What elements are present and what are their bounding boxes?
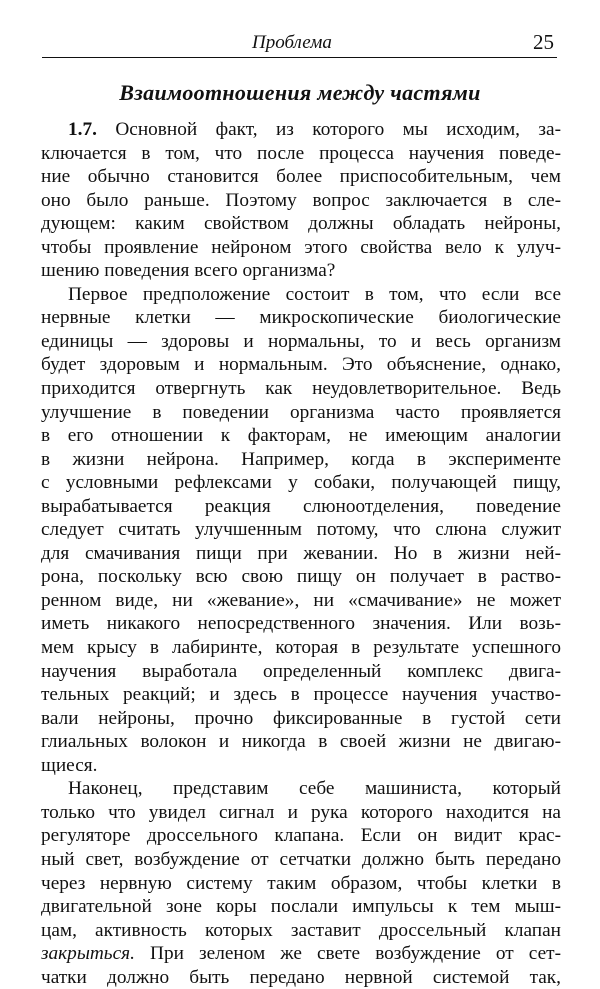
- text-line: рона, поскольку всю свою пищу он получает в раство-: [41, 566, 561, 588]
- text-line: научения выработала определенный комплекс двига-: [41, 660, 561, 682]
- text-line: будет здоровым и нормальным. Это объяснение, однако,: [41, 354, 561, 376]
- text-line: цам, активность которых заставит дроссельный клапан: [41, 919, 561, 941]
- text-line: регуляторе дроссельного клапана. Если он видит крас-: [41, 825, 561, 847]
- text-line: тельных реакций; и здесь в процессе научения участво-: [41, 684, 561, 706]
- text-line: щиеся.: [41, 754, 98, 776]
- header-rule: [42, 57, 557, 58]
- text-line: приходится отвергнуть как неудовлетворительное. Ведь: [41, 378, 561, 400]
- text-line: в жизни нейрона. Например, когда в эксперименте: [41, 448, 561, 470]
- page-number: 25: [533, 30, 554, 54]
- text-line: ключается в том, что после процесса научения поведе-: [41, 142, 561, 164]
- text-line: только что увидел сигнал и рука которого находится на: [41, 801, 561, 823]
- text-line: ние обычно становится более приспособительным, чем: [41, 166, 561, 188]
- text-line: ный свет, возбуждение от сетчатки должно быть передано: [41, 848, 561, 870]
- text-line: мем крысу в лабиринте, которая в результате успешного: [41, 637, 561, 659]
- text-line: единицы — здоровы и нормальны, то и весь организм: [41, 330, 561, 352]
- text-line: следует считать улучшенным потому, что слюна служит: [41, 519, 561, 541]
- text-line: двигательной зоне коры послали импульсы к тем мыш-: [41, 896, 561, 918]
- text-line: глиальных волокон и никогда в своей жизни не двигаю-: [41, 731, 561, 753]
- emphasis-text: закрыться.: [41, 943, 135, 965]
- text-line: 1.7. Основной факт, из которого мы исходим, за-: [68, 119, 561, 140]
- text-line: закрыться. При зеленом же свете возбуждение от сет-: [41, 943, 561, 965]
- text-line: нервные клетки — микроскопические биологические: [41, 307, 561, 329]
- text-line: шению поведения всего организма?: [41, 260, 336, 282]
- text-line: Наконец, представим себе машиниста, который: [68, 778, 561, 800]
- page-header: [42, 30, 554, 56]
- text-line: вали нейроны, прочно фиксированные в густой сети: [41, 707, 561, 729]
- text-line: дующем: каким свойством должны обладать нейроны,: [41, 213, 561, 235]
- body-text: [41, 118, 561, 989]
- text-line: через нервную систему таким образом, чтобы клетки в: [41, 872, 561, 894]
- text-line: улучшение в поведении организма часто проявляется: [41, 401, 561, 423]
- text-line: оно было раньше. Поэтому вопрос заключается в сле-: [41, 189, 561, 211]
- section-number: 1.7.: [68, 119, 97, 140]
- text-line: для смачивания пищи при жевании. Но в жизни ней-: [41, 542, 561, 564]
- running-title: Проблема: [252, 32, 332, 53]
- text-line: с условными рефлексами у собаки, получающей пищу,: [41, 472, 561, 494]
- section-heading: Взаимоотношения между частями: [119, 80, 481, 105]
- text-line: чатки должно быть передано нервной системой так,: [41, 966, 561, 988]
- text-line: ренном виде, ни «жевание», ни «смачивание» не может: [41, 589, 561, 611]
- text-line: иметь никакого непосредственного значения. Или возь-: [41, 613, 561, 635]
- text-line: в его отношении к факторам, не имеющим аналогии: [41, 425, 561, 447]
- text-line: вырабатывается реакция слюноотделения, поведение: [41, 495, 561, 517]
- text-line: Первое предположение состоит в том, что если все: [68, 283, 561, 305]
- text-line: чтобы проявление нейроном этого свойства вело к улуч-: [41, 236, 561, 258]
